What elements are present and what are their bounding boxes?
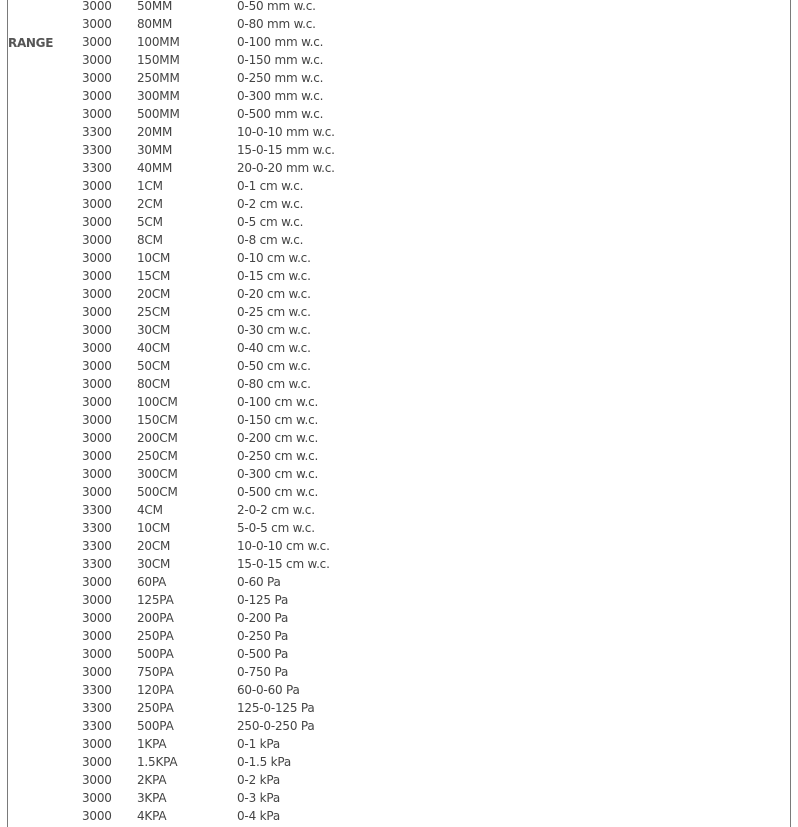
table-row bbox=[0, 87, 798, 105]
model-cell: 3000 bbox=[82, 71, 112, 85]
range-cell: 0-50 cm w.c. bbox=[237, 359, 311, 373]
code-cell: 250MM bbox=[137, 71, 180, 85]
code-cell: 250CM bbox=[137, 449, 178, 463]
table-row bbox=[0, 393, 798, 411]
range-cell: 15-0-15 cm w.c. bbox=[237, 557, 330, 571]
range-cell: 0-200 cm w.c. bbox=[237, 431, 319, 445]
code-cell: 200PA bbox=[137, 611, 174, 625]
code-cell: 20CM bbox=[137, 539, 171, 553]
range-cell: 0-40 cm w.c. bbox=[237, 341, 311, 355]
range-cell: 0-300 cm w.c. bbox=[237, 467, 319, 481]
table-row bbox=[0, 195, 798, 213]
code-cell: 5CM bbox=[137, 215, 163, 229]
model-cell: 3000 bbox=[82, 251, 112, 265]
range-cell: 0-80 mm w.c. bbox=[237, 17, 316, 31]
range-cell: 0-1 kPa bbox=[237, 737, 281, 751]
model-cell: 3000 bbox=[82, 287, 112, 301]
code-cell: 10CM bbox=[137, 251, 171, 265]
code-cell: 500PA bbox=[137, 719, 174, 733]
model-cell: 3000 bbox=[82, 449, 112, 463]
code-cell: 2KPA bbox=[137, 773, 167, 787]
range-cell: 0-125 Pa bbox=[237, 593, 289, 607]
range-cell: 0-20 cm w.c. bbox=[237, 287, 311, 301]
table-row bbox=[0, 447, 798, 465]
range-cell: 20-0-20 mm w.c. bbox=[237, 161, 335, 175]
code-cell: 40MM bbox=[137, 161, 173, 175]
code-cell: 500MM bbox=[137, 107, 180, 121]
code-cell: 3KPA bbox=[137, 791, 167, 805]
range-cell: 0-5 cm w.c. bbox=[237, 215, 304, 229]
model-cell: 3000 bbox=[82, 233, 112, 247]
table-row bbox=[0, 141, 798, 159]
model-cell: 3000 bbox=[82, 323, 112, 337]
table-row bbox=[0, 303, 798, 321]
code-cell: 300MM bbox=[137, 89, 180, 103]
range-cell: 2-0-2 cm w.c. bbox=[237, 503, 315, 517]
model-cell: 3000 bbox=[82, 395, 112, 409]
table-row bbox=[0, 339, 798, 357]
code-cell: 15CM bbox=[137, 269, 171, 283]
table-row bbox=[0, 717, 798, 735]
range-cell: 0-100 cm w.c. bbox=[237, 395, 319, 409]
table-row bbox=[0, 33, 798, 51]
range-cell: 0-2 kPa bbox=[237, 773, 281, 787]
model-cell: 3300 bbox=[82, 719, 112, 733]
range-cell: 0-1 cm w.c. bbox=[237, 179, 304, 193]
model-cell: 3000 bbox=[82, 665, 112, 679]
table-row bbox=[0, 807, 798, 825]
table-row bbox=[0, 231, 798, 249]
table-row bbox=[0, 285, 798, 303]
model-cell: 3300 bbox=[82, 683, 112, 697]
model-cell: 3000 bbox=[82, 305, 112, 319]
model-cell: 3300 bbox=[82, 539, 112, 553]
table-row bbox=[0, 411, 798, 429]
table-row bbox=[0, 771, 798, 789]
table-row bbox=[0, 663, 798, 681]
model-cell: 3300 bbox=[82, 701, 112, 715]
code-cell: 1.5KPA bbox=[137, 755, 178, 769]
range-heading: RANGE bbox=[8, 36, 54, 50]
table-row bbox=[0, 0, 798, 15]
model-cell: 3000 bbox=[82, 197, 112, 211]
model-cell: 3000 bbox=[82, 611, 112, 625]
range-cell: 0-60 Pa bbox=[237, 575, 281, 589]
range-cell: 0-3 kPa bbox=[237, 791, 281, 805]
table-row bbox=[0, 483, 798, 501]
table-row bbox=[0, 501, 798, 519]
code-cell: 150CM bbox=[137, 413, 178, 427]
model-cell: 3300 bbox=[82, 125, 112, 139]
range-cell: 125-0-125 Pa bbox=[237, 701, 315, 715]
model-cell: 3300 bbox=[82, 161, 112, 175]
range-cell: 0-50 mm w.c. bbox=[237, 0, 316, 13]
code-cell: 50CM bbox=[137, 359, 171, 373]
code-cell: 2CM bbox=[137, 197, 163, 211]
model-cell: 3000 bbox=[82, 269, 112, 283]
range-cell: 0-1.5 kPa bbox=[237, 755, 292, 769]
range-cell: 0-25 cm w.c. bbox=[237, 305, 311, 319]
model-cell: 3000 bbox=[82, 629, 112, 643]
table-row bbox=[0, 627, 798, 645]
code-cell: 50MM bbox=[137, 0, 173, 13]
range-cell: 0-30 cm w.c. bbox=[237, 323, 311, 337]
table-row bbox=[0, 699, 798, 717]
code-cell: 20CM bbox=[137, 287, 171, 301]
model-cell: 3000 bbox=[82, 737, 112, 751]
table-row bbox=[0, 159, 798, 177]
code-cell: 100CM bbox=[137, 395, 178, 409]
model-cell: 3000 bbox=[82, 0, 112, 13]
range-cell: 0-250 Pa bbox=[237, 629, 289, 643]
code-cell: 30CM bbox=[137, 557, 171, 571]
code-cell: 30CM bbox=[137, 323, 171, 337]
code-cell: 4CM bbox=[137, 503, 163, 517]
code-cell: 80MM bbox=[137, 17, 173, 31]
table-row bbox=[0, 591, 798, 609]
table-row bbox=[0, 681, 798, 699]
range-cell: 0-250 mm w.c. bbox=[237, 71, 324, 85]
code-cell: 500PA bbox=[137, 647, 174, 661]
model-cell: 3000 bbox=[82, 467, 112, 481]
model-cell: 3000 bbox=[82, 359, 112, 373]
code-cell: 8CM bbox=[137, 233, 163, 247]
model-cell: 3000 bbox=[82, 107, 112, 121]
range-cell: 10-0-10 cm w.c. bbox=[237, 539, 330, 553]
table-row bbox=[0, 555, 798, 573]
table-row bbox=[0, 735, 798, 753]
range-cell: 0-250 cm w.c. bbox=[237, 449, 319, 463]
code-cell: 80CM bbox=[137, 377, 171, 391]
table-row bbox=[0, 105, 798, 123]
range-cell: 0-750 Pa bbox=[237, 665, 289, 679]
model-cell: 3000 bbox=[82, 17, 112, 31]
code-cell: 150MM bbox=[137, 53, 180, 67]
model-cell: 3000 bbox=[82, 377, 112, 391]
code-cell: 100MM bbox=[137, 35, 180, 49]
table-row bbox=[0, 249, 798, 267]
model-cell: 3300 bbox=[82, 557, 112, 571]
model-cell: 3300 bbox=[82, 143, 112, 157]
range-cell: 0-150 mm w.c. bbox=[237, 53, 324, 67]
range-cell: 0-100 mm w.c. bbox=[237, 35, 324, 49]
table-row bbox=[0, 573, 798, 591]
code-cell: 30MM bbox=[137, 143, 173, 157]
code-cell: 10CM bbox=[137, 521, 171, 535]
range-cell: 0-10 cm w.c. bbox=[237, 251, 311, 265]
code-cell: 40CM bbox=[137, 341, 171, 355]
model-cell: 3000 bbox=[82, 215, 112, 229]
table-row bbox=[0, 609, 798, 627]
range-cell: 0-150 cm w.c. bbox=[237, 413, 319, 427]
model-cell: 3000 bbox=[82, 35, 112, 49]
range-cell: 0-80 cm w.c. bbox=[237, 377, 311, 391]
model-cell: 3000 bbox=[82, 791, 112, 805]
table-row bbox=[0, 537, 798, 555]
model-cell: 3300 bbox=[82, 503, 112, 517]
range-cell: 0-2 cm w.c. bbox=[237, 197, 304, 211]
table-row bbox=[0, 375, 798, 393]
model-cell: 3000 bbox=[82, 755, 112, 769]
range-cell: 0-300 mm w.c. bbox=[237, 89, 324, 103]
table-row bbox=[0, 321, 798, 339]
range-cell: 0-500 cm w.c. bbox=[237, 485, 319, 499]
code-cell: 120PA bbox=[137, 683, 174, 697]
model-cell: 3000 bbox=[82, 575, 112, 589]
range-cell: 0-500 Pa bbox=[237, 647, 289, 661]
table-row bbox=[0, 213, 798, 231]
model-cell: 3000 bbox=[82, 647, 112, 661]
code-cell: 25CM bbox=[137, 305, 171, 319]
range-cell: 10-0-10 mm w.c. bbox=[237, 125, 335, 139]
model-cell: 3000 bbox=[82, 413, 112, 427]
code-cell: 4KPA bbox=[137, 809, 167, 823]
code-cell: 60PA bbox=[137, 575, 167, 589]
range-cell: 0-8 cm w.c. bbox=[237, 233, 304, 247]
range-cell: 0-500 mm w.c. bbox=[237, 107, 324, 121]
model-cell: 3300 bbox=[82, 521, 112, 535]
code-cell: 1CM bbox=[137, 179, 163, 193]
table-row bbox=[0, 789, 798, 807]
model-cell: 3000 bbox=[82, 809, 112, 823]
code-cell: 1KPA bbox=[137, 737, 167, 751]
table-row bbox=[0, 645, 798, 663]
table-row bbox=[0, 357, 798, 375]
table-row bbox=[0, 123, 798, 141]
code-cell: 200CM bbox=[137, 431, 178, 445]
table-row bbox=[0, 15, 798, 33]
code-cell: 250PA bbox=[137, 629, 174, 643]
table-row bbox=[0, 465, 798, 483]
model-cell: 3000 bbox=[82, 485, 112, 499]
model-cell: 3000 bbox=[82, 431, 112, 445]
range-cell: 250-0-250 Pa bbox=[237, 719, 315, 733]
code-cell: 125PA bbox=[137, 593, 174, 607]
code-cell: 750PA bbox=[137, 665, 174, 679]
range-cell: 0-200 Pa bbox=[237, 611, 289, 625]
table-row bbox=[0, 51, 798, 69]
table-row bbox=[0, 429, 798, 447]
table-row bbox=[0, 519, 798, 537]
table-row bbox=[0, 69, 798, 87]
range-cell: 15-0-15 mm w.c. bbox=[237, 143, 335, 157]
range-cell: 0-4 kPa bbox=[237, 809, 281, 823]
range-cell: 5-0-5 cm w.c. bbox=[237, 521, 315, 535]
model-cell: 3000 bbox=[82, 53, 112, 67]
model-cell: 3000 bbox=[82, 593, 112, 607]
table-row bbox=[0, 753, 798, 771]
code-cell: 20MM bbox=[137, 125, 173, 139]
model-cell: 3000 bbox=[82, 89, 112, 103]
model-cell: 3000 bbox=[82, 179, 112, 193]
table-row bbox=[0, 177, 798, 195]
range-cell: 0-15 cm w.c. bbox=[237, 269, 311, 283]
code-cell: 250PA bbox=[137, 701, 174, 715]
range-cell: 60-0-60 Pa bbox=[237, 683, 300, 697]
code-cell: 500CM bbox=[137, 485, 178, 499]
code-cell: 300CM bbox=[137, 467, 178, 481]
model-cell: 3000 bbox=[82, 341, 112, 355]
model-cell: 3000 bbox=[82, 773, 112, 787]
table-row bbox=[0, 267, 798, 285]
